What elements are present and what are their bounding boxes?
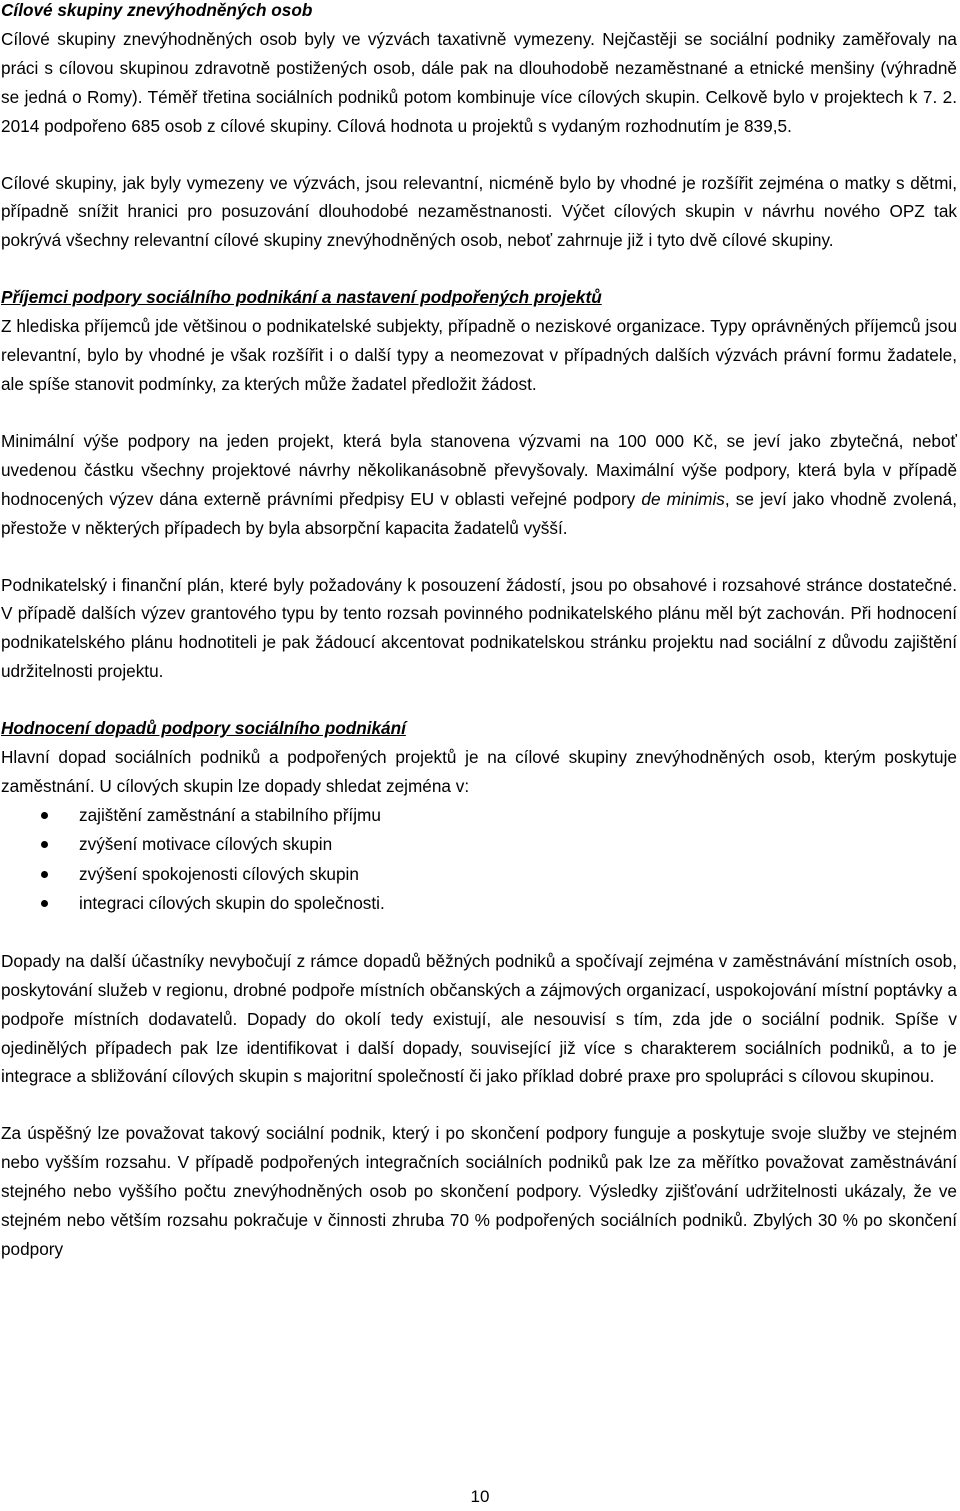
paragraph-text: Minimální výše podpory na jeden projekt, která byla stanovena výzvami na 100 000 Kč, se jeví jako zbytečná, neboť uvedenou částku všechny projektové návrhy několikanásobně převyšovaly. Maximální výše podpory, která byla v případě hodnocených výzev dána externě právními předpisy EU v oblasti veřejné podpory [1,430,957,509]
paragraph [1,427,957,543]
section-heading-recipients: Příjemci podpory sociálního podnikání a nastavení podpořených projektů [1,287,602,308]
section-heading-target-groups: Cílové skupiny znevýhodněných osob [1,0,313,20]
page-number: 10 [470,1487,490,1506]
list-item: zajištění zaměstnání a stabilního příjmu [1,801,957,831]
paragraph: Z hlediska příjemců jde většinou o podnikatelské subjekty, případně o neziskové organizace. Typy oprávněných příjemců jsou relevantní, bylo by vhodné je však rozšířit i o další typy a neomezovat v případných dalších výzvách právní formu žadatele, ale spíše stanovit podmínky, za kterých může žadatel předložit žádost. [1,316,957,394]
paragraph: Hlavní dopad sociálních podniků a podpořených projektů je na cílové skupiny znevýhodněných osob, kterým poskytuje zaměstnání. U cílových skupin lze dopady shledat zejména v: [1,747,957,796]
list-item: integraci cílových skupin do společnosti. [1,889,957,919]
paragraph: Cílové skupiny, jak byly vymezeny ve výzvách, jsou relevantní, nicméně bylo by vhodné je rozšířit zejména o matky s dětmi, případně snížit hranici pro posuzování dlouhodobé nezaměstnanosti. Výčet cílových skupin v návrhu nového OPZ tak pokrývá všechny relevantní cílové skupiny znevýhodněných osob, neboť zahrnuje již i tyto dvě cílové skupiny. [1,172,957,251]
paragraph: Cílové skupiny znevýhodněných osob byly ve výzvách taxativně vymezeny. Nejčastěji se sociální podniky zaměřovaly na práci s cílovou skupinou zdravotně postižených osob, dále pak na dlouhodobě nezaměstnané a etnické menšiny (výhradně se jedná o Romy). Téměř třetina sociálních podniků potom kombinuje více cílových skupin. Celkově bylo v projektech k 7. 2. 2014 podpořeno 685 osob z cílové skupiny. Cílová hodnota u projektů s vydaným rozhodnutím je 839,5. [1,28,957,136]
list-item: zvýšení motivace cílových skupin [1,830,957,860]
paragraph: Za úspěšný lze považovat takový sociální podnik, který i po skončení podpory funguje a poskytuje svoje služby ve stejném nebo vyšším rozsahu. V případě podpořených integračních sociálních podniků pak lze za měřítko považovat zaměstnávání stejného nebo vyššího počtu znevýhodněných osob po skončení podpory. Výsledky zjišťování udržitelnosti ukázaly, že ve stejném nebo větším rozsahu pokračuje v činnosti zhruba 70 % podpořených sociálních podniků. Zbylých 30 % po skončení podpory [1,1123,957,1259]
list-item: zvýšení spokojenosti cílových skupin [1,860,957,890]
italic-term: de minimis [641,488,725,509]
section-heading-impacts: Hodnocení dopadů podpory sociálního podnikání [1,718,406,739]
paragraph: Podnikatelský i finanční plán, které byly požadovány k posouzení žádostí, jsou po obsahové i rozsahové stránce dostatečné. V případě dalších výzev grantového typu by tento rozsah povinného podnikatelského plánu měl být zachován. Při hodnocení podnikatelského plánu hodnotiteli je pak žádoucí akcentovat podnikatelskou stránku projektu nad sociální z důvodu zajištění udržitelnosti projektu. [1,574,957,682]
bullet-list [1,801,957,919]
paragraph-text: , se jeví jako vhodně zvolená, přestože v některých případech by byla absorpční kapacita žadatelů vyšší. [1,488,957,538]
paragraph: Dopady na další účastníky nevybočují z rámce dopadů běžných podniků a spočívají zejména v zaměstnávání místních osob, poskytování služeb v regionu, drobné podpoře místních občanských a zájmových organizací, uspokojování místní poptávky a podpoře místních dodavatelů. Dopady do okolí tedy existují, ale nesouvisí s tím, zda jde o sociální podnik. Spíše v ojedinělých případech pak lze identifikovat i další dopady, související již více s charakterem sociálních podniků, a to je integrace a sbližování cílových skupin s majoritní společností či jako příklad dobré praxe pro spolupráci s cílovou skupinou. [1,950,957,1087]
